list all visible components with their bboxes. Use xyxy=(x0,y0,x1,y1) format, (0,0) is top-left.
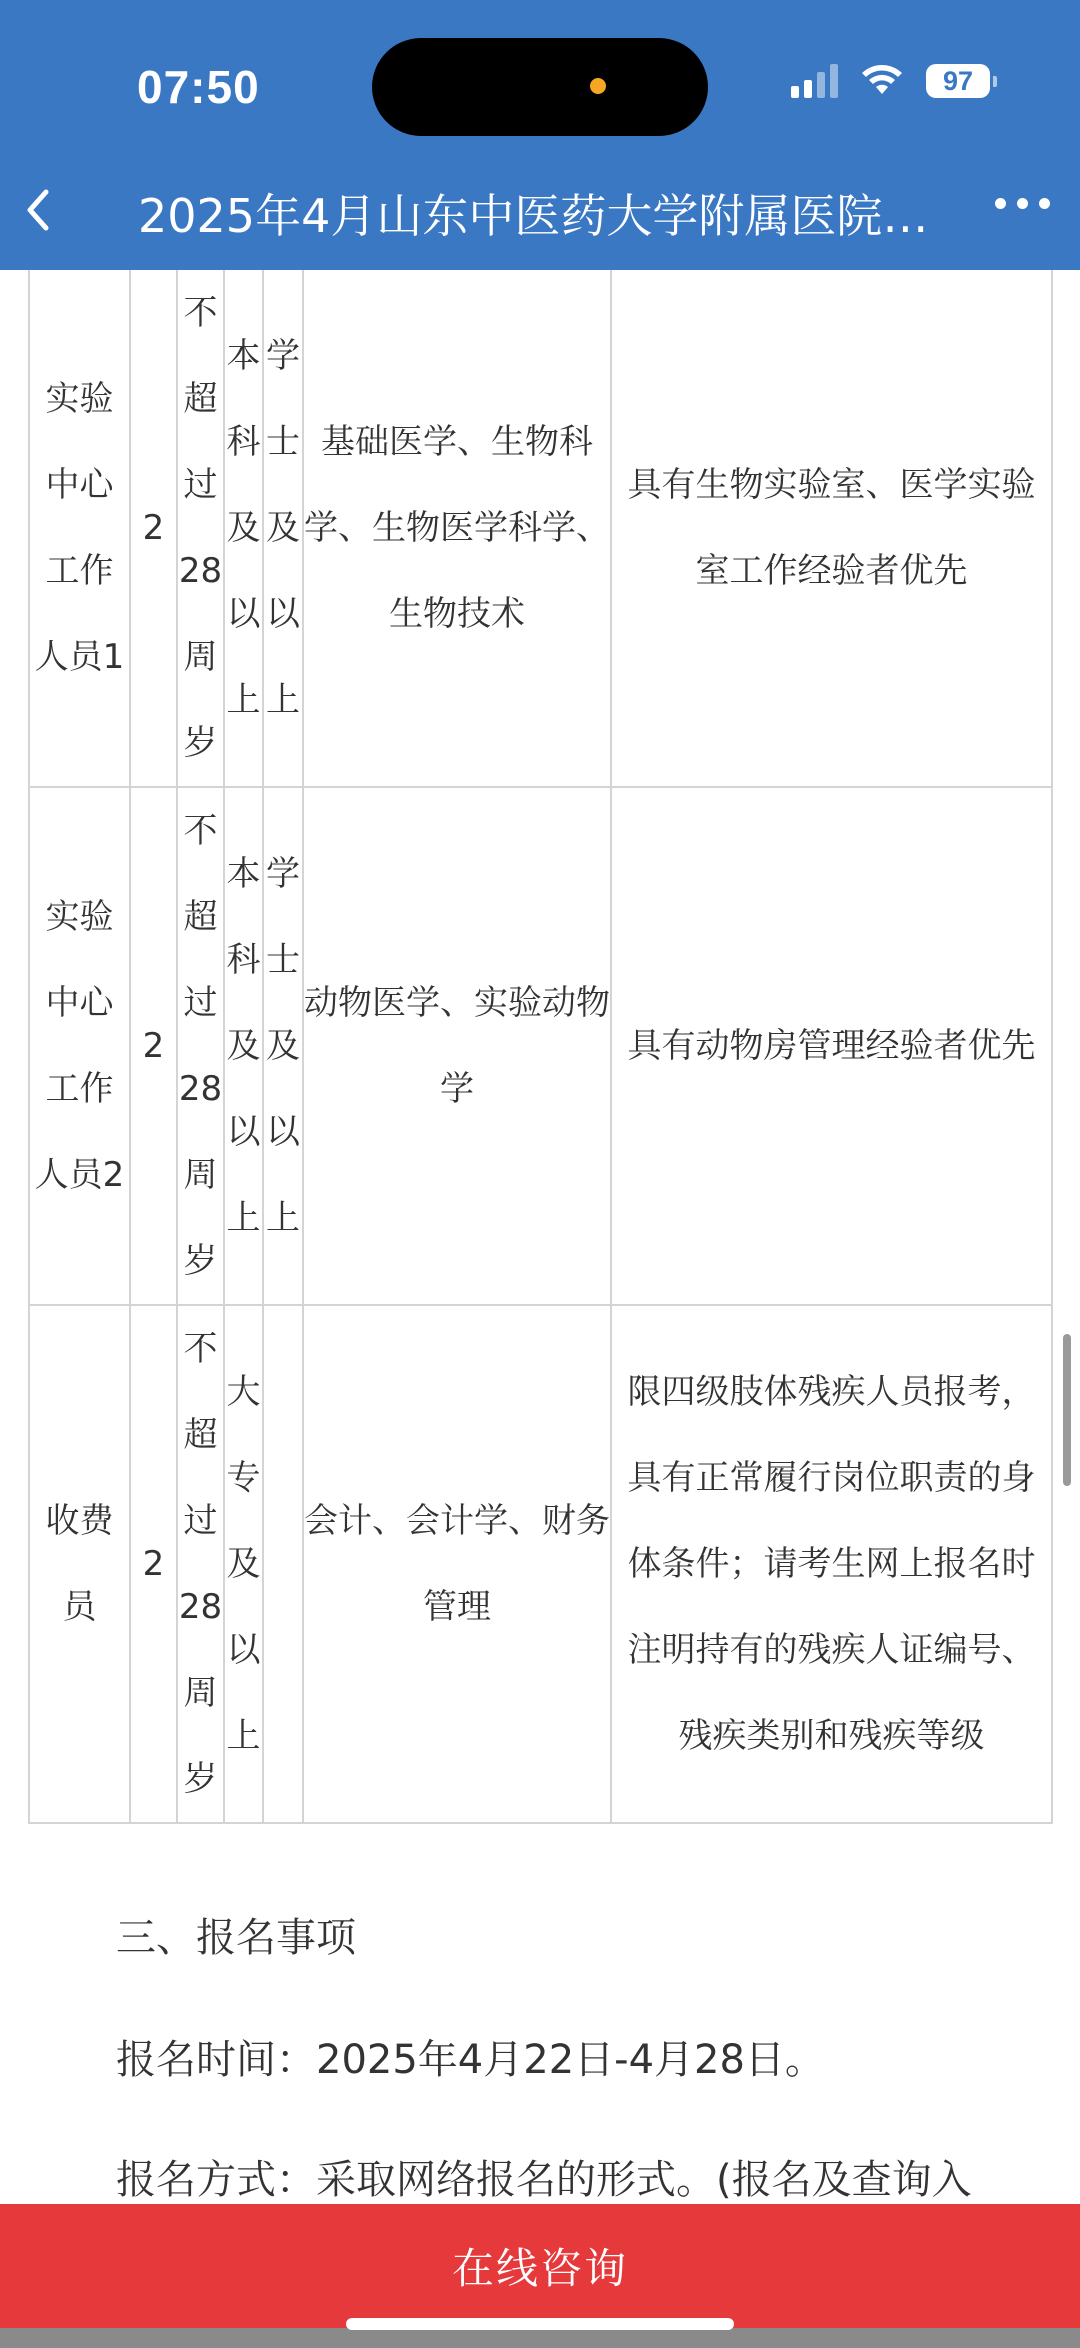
table-row xyxy=(29,270,1052,787)
position-education: 本科及以上 xyxy=(224,270,263,787)
table-row xyxy=(29,787,1052,1305)
more-options-button[interactable] xyxy=(995,198,1050,209)
more-dot-icon xyxy=(1017,198,1028,209)
page-title: 2025年4月山东中医药大学附属医院… xyxy=(138,189,929,243)
position-count: 2 xyxy=(130,1305,177,1823)
battery-icon: 97 xyxy=(926,64,990,98)
signup-time-text: 报名时间：2025年4月22日-4月28日。 xyxy=(116,2037,825,2083)
position-degree xyxy=(263,1305,303,1823)
online-consult-button[interactable]: 在线咨询 xyxy=(0,2204,1080,2328)
home-indicator[interactable] xyxy=(346,2318,734,2330)
more-dot-icon xyxy=(995,198,1006,209)
wifi-icon xyxy=(860,64,904,98)
scrollbar-thumb[interactable] xyxy=(1063,1334,1071,1486)
position-age: 不超过28周岁 xyxy=(177,1305,224,1823)
bottom-safe-area xyxy=(0,2328,1080,2348)
dynamic-island xyxy=(372,38,708,136)
back-button[interactable] xyxy=(18,180,58,240)
position-requirement: 具有生物实验室、医学实验室工作经验者优先 xyxy=(611,270,1052,787)
signup-method-text: 报名方式：采取网络报名的形式。(报名及查询入 xyxy=(116,2157,972,2203)
cellular-signal-icon xyxy=(791,64,838,98)
position-degree: 学士及以上 xyxy=(263,787,303,1305)
position-title: 实验中心工作人员1 xyxy=(29,270,130,787)
position-requirement: 具有动物房管理经验者优先 xyxy=(611,787,1052,1305)
status-time: 07:50 xyxy=(137,61,260,113)
status-icons xyxy=(791,64,990,98)
positions-table xyxy=(28,270,1053,1824)
position-degree: 学士及以上 xyxy=(263,270,303,787)
position-count: 2 xyxy=(130,787,177,1305)
position-age: 不超过28周岁 xyxy=(177,270,224,787)
privacy-indicator-dot xyxy=(590,78,606,94)
position-education: 本科及以上 xyxy=(224,787,263,1305)
app-header xyxy=(0,0,1080,270)
position-title: 实验中心工作人员2 xyxy=(29,787,130,1305)
position-major: 会计、会计学、财务管理 xyxy=(303,1305,611,1823)
position-major: 基础医学、生物科学、生物医学科学、生物技术 xyxy=(303,270,611,787)
more-dot-icon xyxy=(1039,198,1050,209)
table-row xyxy=(29,1305,1052,1823)
section-heading: 三、报名事项 xyxy=(116,1915,356,1961)
chevron-left-icon xyxy=(18,180,58,240)
position-education: 大专及以上 xyxy=(224,1305,263,1823)
position-age: 不超过28周岁 xyxy=(177,787,224,1305)
position-title: 收费员 xyxy=(29,1305,130,1823)
position-count: 2 xyxy=(130,270,177,787)
position-requirement: 限四级肢体残疾人员报考，具有正常履行岗位职责的身体条件；请考生网上报名时注明持有的残疾人证编号、残疾类别和残疾等级 xyxy=(611,1305,1052,1823)
position-major: 动物医学、实验动物学 xyxy=(303,787,611,1305)
